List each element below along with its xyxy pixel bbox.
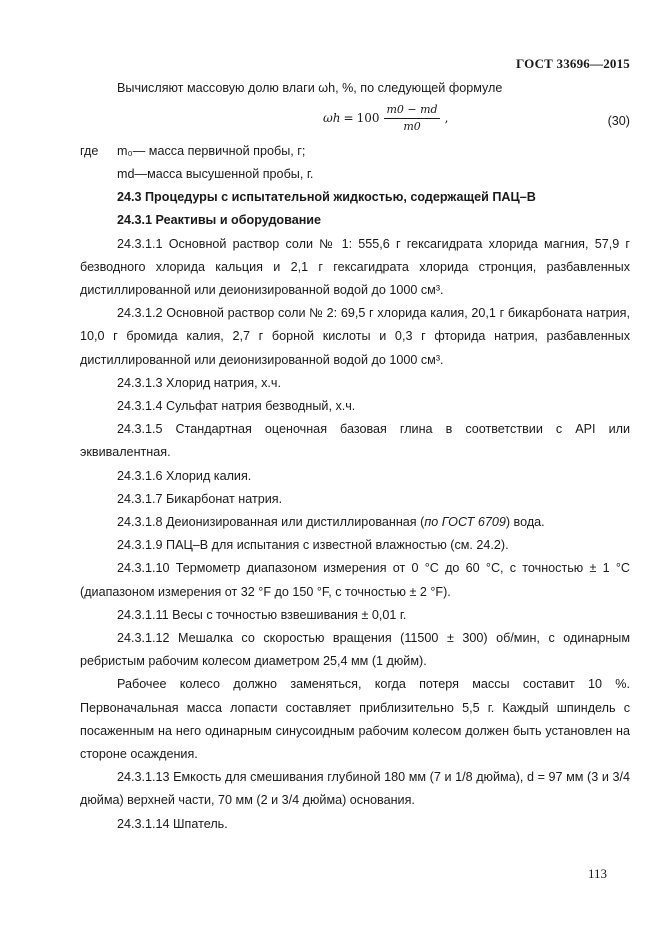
paragraph-24-3-1-7: 24.3.1.7 Бикарбонат натрия.: [117, 491, 283, 506]
paragraph-24-3-1-10: 24.3.1.10 Термометр диапазоном измерения от 0 °С до 60 °С, с точностью ± 1 °С (диапазоном измерения от 32 °F до 150 °F, с точностью ± 2 °F).: [80, 561, 630, 599]
where-row-2: [80, 163, 630, 186]
section-heading-24-3-1: 24.3.1 Реактивы и оборудование: [117, 213, 322, 228]
paragraph-24-3-1-4: 24.3.1.4 Сульфат натрия безводный, х.ч.: [117, 399, 356, 414]
paragraph-24-3-1-12: 24.3.1.12 Мешалка со скоростью вращения (11500 ± 300) об/мин, с одинарным ребристым рабочим колесом диаметром 25,4 мм (1 дюйм).: [80, 631, 630, 669]
page-number: 113: [587, 866, 607, 881]
paragraph-24-3-1-6: 24.3.1.6 Хлорид калия.: [117, 468, 252, 483]
p8-text-post: ) вода.: [505, 515, 545, 530]
formula-coef: 100: [356, 111, 380, 126]
formula-row: [80, 100, 630, 140]
formula-comma: ,: [444, 111, 449, 126]
formula-equals: =: [343, 111, 354, 126]
formula-lhs: ωh: [323, 111, 341, 126]
equation-number: (30): [607, 114, 630, 129]
section-heading-24-3: 24.3 Процедуры с испытательной жидкостью, содержащей ПАЦ–В: [117, 190, 536, 205]
where-label: где: [80, 144, 99, 159]
formula-denominator: m0: [403, 120, 421, 134]
p8-text-pre: 24.3.1.8 Деионизированная или дистиллированная (: [117, 515, 425, 530]
formula-fraction: [384, 102, 439, 135]
page-content: [80, 77, 630, 836]
where-m0: m₀— масса первичной пробы, г;: [117, 144, 306, 159]
paragraph-24-3-1-11: 24.3.1.11 Весы с точностью взвешивания ± 0,01 г.: [117, 607, 407, 622]
document-header: ГОСТ 33696—2015: [515, 56, 630, 71]
paragraph-24-3-1-1: 24.3.1.1 Основной раствор соли № 1: 555,6 г гексагидрата хлорида магния, 57,9 г безводного хлорида кальция и 2,1 г гексагидрата хлорида стронция, разбавленных дистиллированной или деионизированной водой до 1000 см³.: [80, 236, 630, 298]
paragraph-24-3-1-3: 24.3.1.3 Хлорид натрия, х.ч.: [117, 375, 281, 390]
paragraph-24-3-1-5: 24.3.1.5 Стандартная оценочная базовая глина в соответствии с API или эквивалентная.: [80, 422, 630, 460]
paragraph-impeller-note: Рабочее колесо должно заменяться, когда потеря массы составит 10 %. Первоначальная масса лопасти составляет приблизительно 5,5 г. Каждый шпиндель с посаженным на него одинарным синусоидным рабочим колесом должен быть установлен на стороне осаждения.: [80, 677, 630, 762]
paragraph-24-3-1-14: 24.3.1.14 Шпатель.: [117, 816, 228, 831]
paragraph-24-3-1-9: 24.3.1.9 ПАЦ–В для испытания с известной влажностью (см. 24.2).: [117, 538, 509, 553]
where-md: md—масса высушенной пробы, г.: [117, 167, 314, 182]
where-row-1: [80, 140, 630, 163]
paragraph-24-3-1-13: 24.3.1.13 Емкость для смешивания глубиной 180 мм (7 и 1/8 дюйма), d = 97 мм (3 и 3/4 дюйма) верхней части, 70 мм (2 и 3/4 дюйма) основания.: [80, 770, 630, 808]
paragraph-24-3-1-8: [80, 511, 630, 534]
formula-numerator: m0 − md: [384, 102, 439, 119]
p8-reference: по ГОСТ 6709: [424, 515, 506, 530]
formula: [323, 102, 448, 135]
formula-intro: Вычисляют массовую долю влаги ωh, %, по следующей формуле: [117, 81, 503, 95]
paragraph-24-3-1-2: 24.3.1.2 Основной раствор соли № 2: 69,5 г хлорида калия, 20,1 г бикарбоната натрия, 10,0 г бромида калия, 2,7 г борной кислоты и 0,3 г фторида натрия, разбавленных дистиллированной или деионизированной водой до 1000 см³.: [80, 306, 630, 367]
